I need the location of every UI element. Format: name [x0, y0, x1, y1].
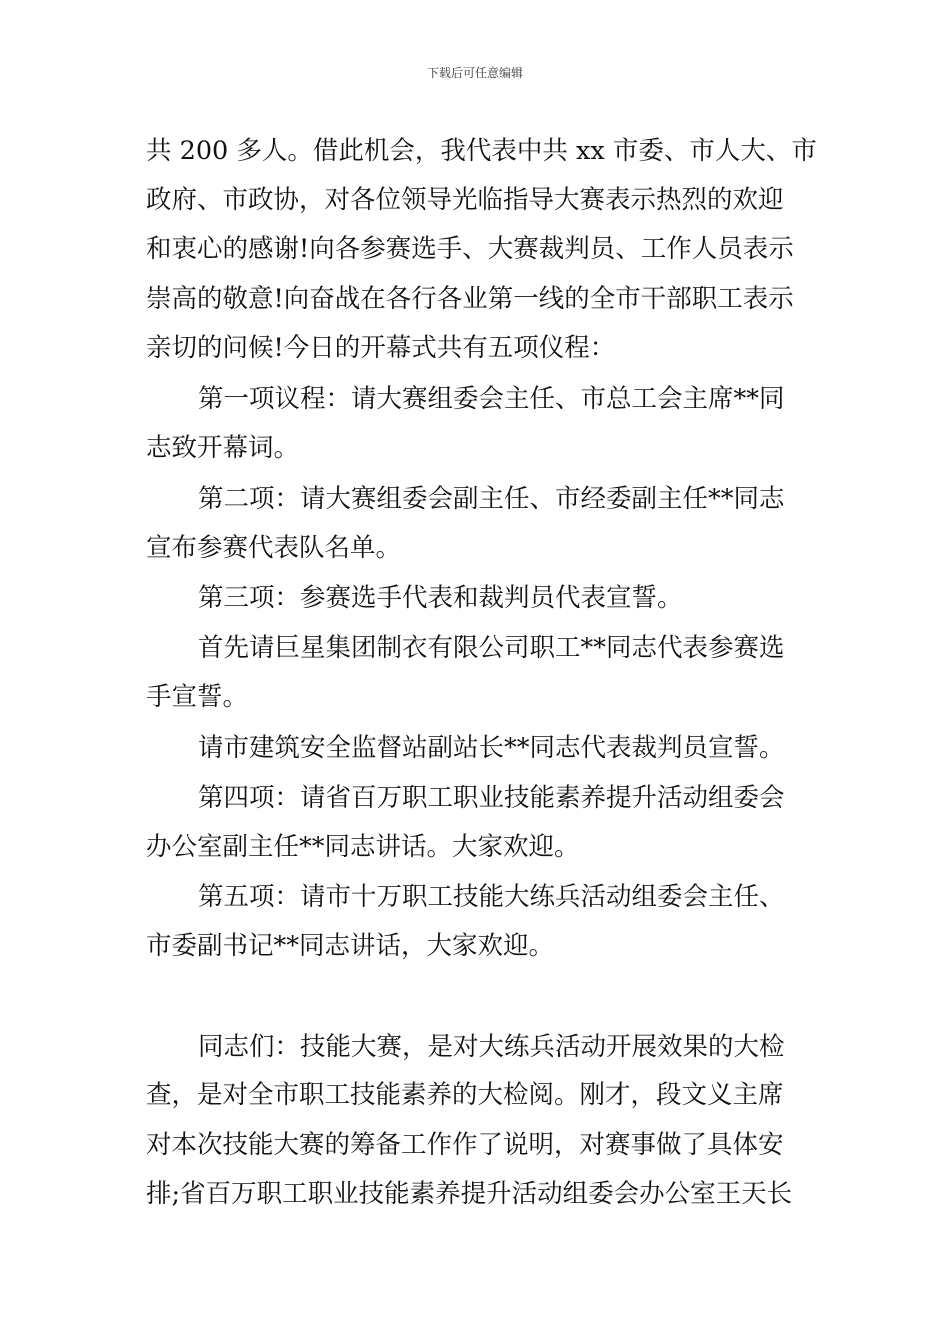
text-line: 查，是对全市职工技能素养的大检阅。刚才，段文义主席 — [146, 1080, 784, 1110]
text-line: 宣布参赛代表队名单。 — [146, 533, 402, 563]
text-line: 亲切的问候!今日的开幕式共有五项仪程： — [146, 333, 616, 363]
paragraph-first-line: 第四项：请省百万职工职业技能素养提升活动组委会 — [198, 783, 785, 813]
paragraph-first-line: 第五项：请市十万职工技能大练兵活动组委会主任、 — [198, 882, 785, 912]
text-line: 办公室副主任**同志讲话。大家欢迎。 — [146, 832, 580, 862]
text-line: 共 200 多人。借此机会，我代表中共 xx 市委、市人大、市 — [146, 136, 817, 166]
text-line: 市委副书记**同志讲话，大家欢迎。 — [146, 931, 555, 961]
page-header-note: 下载后可任意编辑 — [426, 66, 523, 80]
text-line: 对本次技能大赛的筹备工作作了说明，对赛事做了具体安 — [146, 1130, 784, 1160]
paragraph-first-line: 首先请巨星集团制衣有限公司职工**同志代表参赛选 — [198, 633, 785, 663]
text-line: 志致开幕词。 — [146, 433, 300, 463]
paragraph-first-line: 请市建筑安全监督站副站长**同志代表裁判员宣誓。 — [198, 733, 785, 763]
text-line: 政府、市政协，对各位领导光临指导大赛表示热烈的欢迎 — [146, 185, 784, 215]
paragraph-first-line: 同志们：技能大赛，是对大练兵活动开展效果的大检 — [198, 1032, 785, 1062]
text-line: 手宣誓。 — [146, 682, 249, 712]
text-line: 排;省百万职工职业技能素养提升活动组委会办公室王天长 — [146, 1179, 793, 1209]
text-line: 和衷心的感谢!向各参赛选手、大赛裁判员、工作人员表示 — [146, 234, 794, 264]
paragraph-first-line: 第一项议程：请大赛组委会主任、市总工会主席**同 — [198, 384, 785, 414]
paragraph-first-line: 第三项：参赛选手代表和裁判员代表宣誓。 — [198, 583, 683, 613]
text-line: 崇高的敬意!向奋战在各行各业第一线的全市干部职工表示 — [146, 284, 794, 314]
paragraph-first-line: 第二项：请大赛组委会副主任、市经委副主任**同志 — [198, 484, 785, 514]
